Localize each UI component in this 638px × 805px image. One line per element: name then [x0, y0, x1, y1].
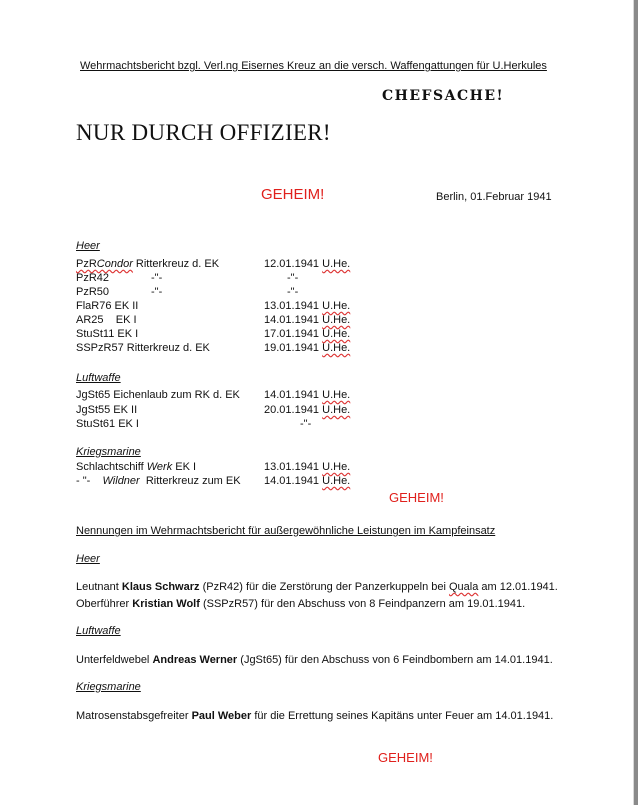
award-row: StuSt61 EK I [76, 418, 139, 430]
award-date: 14.01.1941 U.He. [264, 314, 351, 326]
award-name: Ritterkreuz d. EK [132, 258, 220, 270]
award-date: 17.01.1941 U.He. [264, 328, 351, 340]
mention-line: Matrosenstabsgefreiter Paul Weber für die Errettung seines Kapitäns unter Feuer am 14.01.1941. [76, 710, 554, 722]
page-edge [634, 0, 638, 805]
awards-kriegsmarine-heading: Kriegsmarine [76, 446, 141, 458]
ditto-mark: -"- [287, 272, 299, 284]
award-row: PzR42 [76, 272, 110, 284]
signed-by: U.He. [322, 258, 351, 270]
unit-name: PzR [76, 258, 97, 270]
award-date: 19.01.1941 U.He. [264, 342, 351, 354]
geheim-label-top: GEHEIM! [261, 186, 325, 203]
award-row: JgSt65 Eichenlaub zum RK d. EK [76, 389, 240, 401]
award-row: FlaR76 EK II [76, 300, 139, 312]
award-date: 14.01.1941 U.He. [264, 475, 351, 487]
mention-name: Klaus Schwarz [121, 581, 200, 593]
ditto-mark: -"- [300, 418, 312, 430]
award-date: 13.01.1941 U.He. [264, 300, 351, 312]
mentions-heading: Nennungen im Wehrmachtsbericht für außergewöhnliche Leistungen im Kampfeinsatz [76, 525, 496, 537]
chefsache-stamp: CHEFSACHE! [382, 88, 505, 104]
award-row: PzR50 [76, 286, 110, 298]
unit-name-italic: Condor [96, 258, 133, 270]
mention-name: Paul Weber [191, 710, 252, 722]
award-date: 14.01.1941 U.He. [264, 389, 351, 401]
ditto-mark: -"- [287, 286, 299, 298]
mentions-luftwaffe-heading: Luftwaffe [76, 625, 121, 637]
awards-luftwaffe-heading: Luftwaffe [76, 372, 121, 384]
mention-line: Unterfeldwebel Andreas Werner (JgSt65) für den Abschuss von 6 Feindbombern am 14.01.1941. [76, 654, 553, 666]
ditto-mark: -"- [151, 286, 163, 298]
page-title: NUR DURCH OFFIZIER! [76, 120, 331, 145]
mention-name: Kristian Wolf [132, 598, 200, 610]
mention-line: Oberführer Kristian Wolf (SSPzR57) für den Abschuss von 8 Feindpanzern am 19.01.1941. [76, 598, 526, 610]
mention-line: Leutnant Klaus Schwarz (PzR42) für die Zerstörung der Panzerkuppeln bei Quala am 12.01.1941. [76, 581, 558, 593]
award-row: - "- Wildner Ritterkreuz zum EK [76, 475, 241, 487]
mention-name: Andreas Werner [152, 654, 238, 666]
award-date: 13.01.1941 U.He. [264, 461, 351, 473]
award-row: StuSt11 EK I [76, 328, 139, 340]
award-row [76, 257, 219, 271]
ditto-mark: -"- [151, 272, 163, 284]
award-row: JgSt55 EK II [76, 404, 138, 416]
award-row: Schlachtschiff Werk EK I [76, 461, 197, 473]
award-row: AR25 EK I [76, 314, 137, 326]
award-row: SSPzR57 Ritterkreuz d. EK [76, 342, 210, 354]
date-line: Berlin, 01.Februar 1941 [436, 191, 552, 203]
mentions-kriegsmarine-heading: Kriegsmarine [76, 681, 141, 693]
awards-heer-heading: Heer [76, 240, 100, 252]
document-header-line: Wehrmachtsbericht bzgl. Verl.ng Eisernes Kreuz an die versch. Waffengattungen für U.Herkules [80, 60, 547, 72]
geheim-label-middle: GEHEIM! [389, 490, 444, 505]
award-date: 20.01.1941 U.He. [264, 404, 351, 416]
award-date: 12.01.1941 U.He. [264, 258, 351, 270]
mentions-heer-heading: Heer [76, 553, 100, 565]
geheim-label-bottom: GEHEIM! [378, 750, 433, 765]
